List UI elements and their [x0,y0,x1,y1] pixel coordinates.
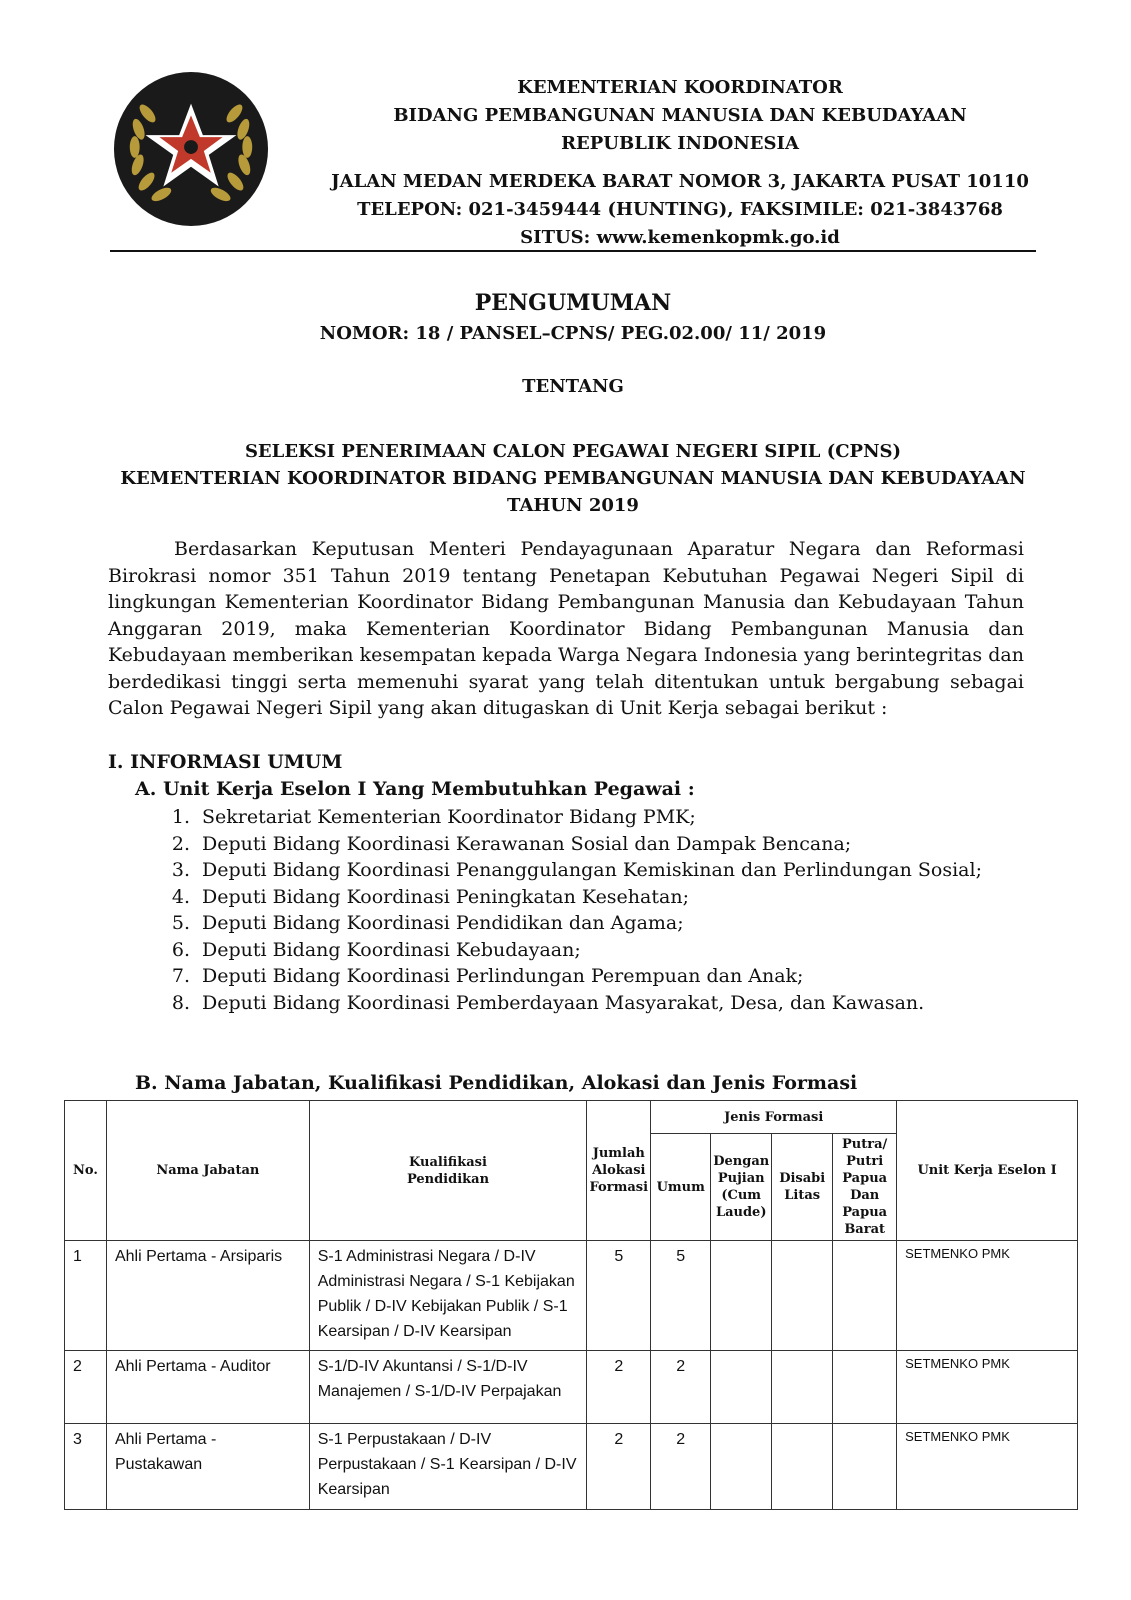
list-text: Deputi Bidang Koordinasi Kerawanan Sosial dan Dampak Bencana; [202,832,852,855]
header-text: Papua [842,1205,888,1220]
header-text: Formasi [589,1180,649,1195]
cell-text: S-1 Perpustakaan / D-IV [317,1431,492,1448]
list-item [160,831,1026,858]
header-text: Papua [842,1171,888,1186]
cell-text: Pustakawan [114,1456,203,1473]
list-number: 4. [171,885,190,908]
header-jumlah [587,1101,651,1241]
header-text: Dan [850,1188,880,1203]
cell-disabilitas [772,1351,833,1424]
unit-list [160,804,1026,1016]
cell-jumlah: 2 [587,1351,651,1424]
cell-kualifikasi [309,1351,587,1424]
cell-text: Manajemen / S-1/D-IV Perpajakan [317,1383,562,1400]
formasi-table [64,1100,1078,1510]
cell-umum: 2 [651,1424,711,1510]
cell-jumlah: 2 [587,1424,651,1510]
cell-kualifikasi [309,1241,587,1351]
header-no: No. [65,1101,107,1241]
cell-jabatan [106,1351,309,1424]
table-row [65,1424,1078,1510]
header-text: Barat [844,1222,886,1237]
ministry-logo [112,70,270,228]
list-item [160,884,1026,911]
intro-text: Berdasarkan Keputusan Menteri Pendayagunaan Aparatur Negara dan Reformasi Birokrasi nomor 351 Tahun 2019 tentang Penetapan Kebutuhan Pegawai Negeri Sipil di lingkungan Kementerian Koordinator Bidang Pembangunan Manusia dan Kebudayaan Tahun Anggaran 2019, maka Kementerian Koordinator Bidang Pembangunan Manusia dan Kebudayaan memberikan kesempatan kepada Warga Negara Indonesia yang berintegritas dan berdedikasi tinggi serta memenuhi syarat yang telah ditentukan untuk bergabung sebagai Calon Pegawai Negeri Sipil yang akan ditugaskan di Unit Kerja sebagai berikut : [108,538,1024,719]
letterhead-divider [110,250,1036,252]
header-text: Disabi [779,1171,826,1186]
cell-kualifikasi [309,1424,587,1510]
cell-unit: SETMENKO PMK [897,1424,1078,1510]
header-papua [833,1134,897,1241]
table-row [65,1351,1078,1424]
section-jabatan: B. Nama Jabatan, Kualifikasi Pendidikan, Alokasi dan Jenis Formasi [135,1072,858,1094]
list-number: 6. [171,938,190,961]
list-text: Deputi Bidang Koordinasi Perlindungan Perempuan dan Anak; [202,965,804,987]
subject-line1: SELEKSI PENERIMAAN CALON PEGAWAI NEGERI SIPIL (CPNS) [244,441,902,462]
header-text: Pendidikan [406,1171,490,1187]
list-text: Deputi Bidang Koordinasi Pemberdayaan Masyarakat, Desa, dan Kawasan. [202,991,925,1014]
header-jabatan: Nama Jabatan [106,1101,309,1241]
header-cum-laude [711,1134,772,1241]
cell-cum-laude [711,1241,772,1351]
header-text: Jumlah [592,1146,645,1161]
list-text: Deputi Bidang Koordinasi Pendidikan dan Agama; [202,912,684,934]
document-tentang: TENTANG [522,376,624,397]
org-website: SITUS: www.kemenkopmk.go.id [520,227,840,248]
cell-text: Ahli Pertama - [114,1431,217,1448]
cell-papua [833,1241,897,1351]
cell-disabilitas [772,1241,833,1351]
org-line2: BIDANG PEMBANGUNAN MANUSIA DAN KEBUDAYAAN [393,105,967,126]
document-title: PENGUMUMAN [474,290,672,316]
intro-paragraph [108,536,1024,722]
list-text: Deputi Bidang Koordinasi Penanggulangan Kemiskinan dan Perlindungan Sosial; [202,859,982,881]
cell-text: S-1/D-IV Akuntansi / S-1/D-IV [317,1358,528,1375]
list-number: 1. [171,806,190,828]
cell-unit: SETMENKO PMK [897,1241,1078,1351]
list-number: 8. [171,991,190,1014]
header-kualifikasi [309,1101,587,1241]
cell-no: 2 [65,1351,107,1424]
header-text: Litas [784,1188,821,1203]
cell-text: Ahli Pertama - Auditor [114,1358,271,1375]
cell-text: Kearsipan [317,1481,390,1498]
list-number: 3. [171,859,190,881]
document-number: NOMOR: 18 / PANSEL–CPNS/ PEG.02.00/ 11/ 2019 [319,323,827,344]
section-unit-kerja: A. Unit Kerja Eselon I Yang Membutuhkan Pegawai : [135,778,695,800]
cell-jumlah: 5 [587,1241,651,1351]
header-text: Putri [846,1154,884,1169]
header-unit: Unit Kerja Eselon I [897,1101,1078,1241]
header-text: Kualifikasi [409,1154,487,1170]
header-umum: Umum [651,1134,711,1241]
list-text: Sekretariat Kementerian Koordinator Bidang PMK; [202,806,696,828]
subject-line2: KEMENTERIAN KOORDINATOR BIDANG PEMBANGUNAN MANUSIA DAN KEBUDAYAAN [120,468,1026,489]
list-item [160,990,1026,1017]
list-number: 5. [171,912,190,934]
header-text: Laude) [715,1205,767,1220]
cell-papua [833,1351,897,1424]
list-item [160,804,1026,831]
cell-disabilitas [772,1424,833,1510]
cell-jabatan [106,1424,309,1510]
list-text: Deputi Bidang Koordinasi Peningkatan Kesehatan; [202,885,689,908]
list-item [160,963,1026,990]
header-text: Putra/ [842,1137,888,1152]
document-subject [110,438,1036,519]
cell-text: Ahli Pertama - Arsiparis [114,1248,283,1265]
list-item [160,910,1026,937]
org-phone: TELEPON: 021-3459444 (HUNTING), FAKSIMILE: 021-3843768 [357,199,1003,220]
org-line1: KEMENTERIAN KOORDINATOR [517,77,843,98]
cell-umum: 5 [651,1241,711,1351]
section-informasi-umum: I. INFORMASI UMUM [108,751,343,773]
list-number: 7. [171,965,190,987]
subject-line3: TAHUN 2019 [507,495,639,516]
list-item [160,937,1026,964]
cell-text: Kearsipan / D-IV Kearsipan [317,1323,512,1340]
header-text: Pujian [717,1171,765,1186]
cell-umum: 2 [651,1351,711,1424]
list-text: Deputi Bidang Koordinasi Kebudayaan; [202,938,581,961]
list-item [160,857,1026,884]
cell-no: 3 [65,1424,107,1510]
cell-jabatan [106,1241,309,1351]
org-line3: REPUBLIK INDONESIA [561,133,799,154]
table-row [65,1241,1078,1351]
cell-unit: SETMENKO PMK [897,1351,1078,1424]
cell-text: Administrasi Negara / S-1 Kebijakan [317,1273,575,1290]
header-text: Alokasi [592,1163,646,1178]
header-text: (Cum [721,1188,762,1203]
header-disabilitas [772,1134,833,1241]
cell-papua [833,1424,897,1510]
header-jenis-formasi: Jenis Formasi [651,1101,897,1134]
org-address: JALAN MEDAN MERDEKA BARAT NOMOR 3, JAKARTA PUSAT 10110 [331,171,1029,192]
cell-no: 1 [65,1241,107,1351]
list-number: 2. [171,832,190,855]
cell-text: S-1 Administrasi Negara / D-IV [317,1248,536,1265]
header-text: Dengan [713,1154,770,1169]
cell-cum-laude [711,1351,772,1424]
cell-cum-laude [711,1424,772,1510]
cell-text: Perpustakaan / S-1 Kearsipan / D-IV [317,1456,577,1473]
cell-text: Publik / D-IV Kebijakan Publik / S-1 [317,1298,568,1315]
